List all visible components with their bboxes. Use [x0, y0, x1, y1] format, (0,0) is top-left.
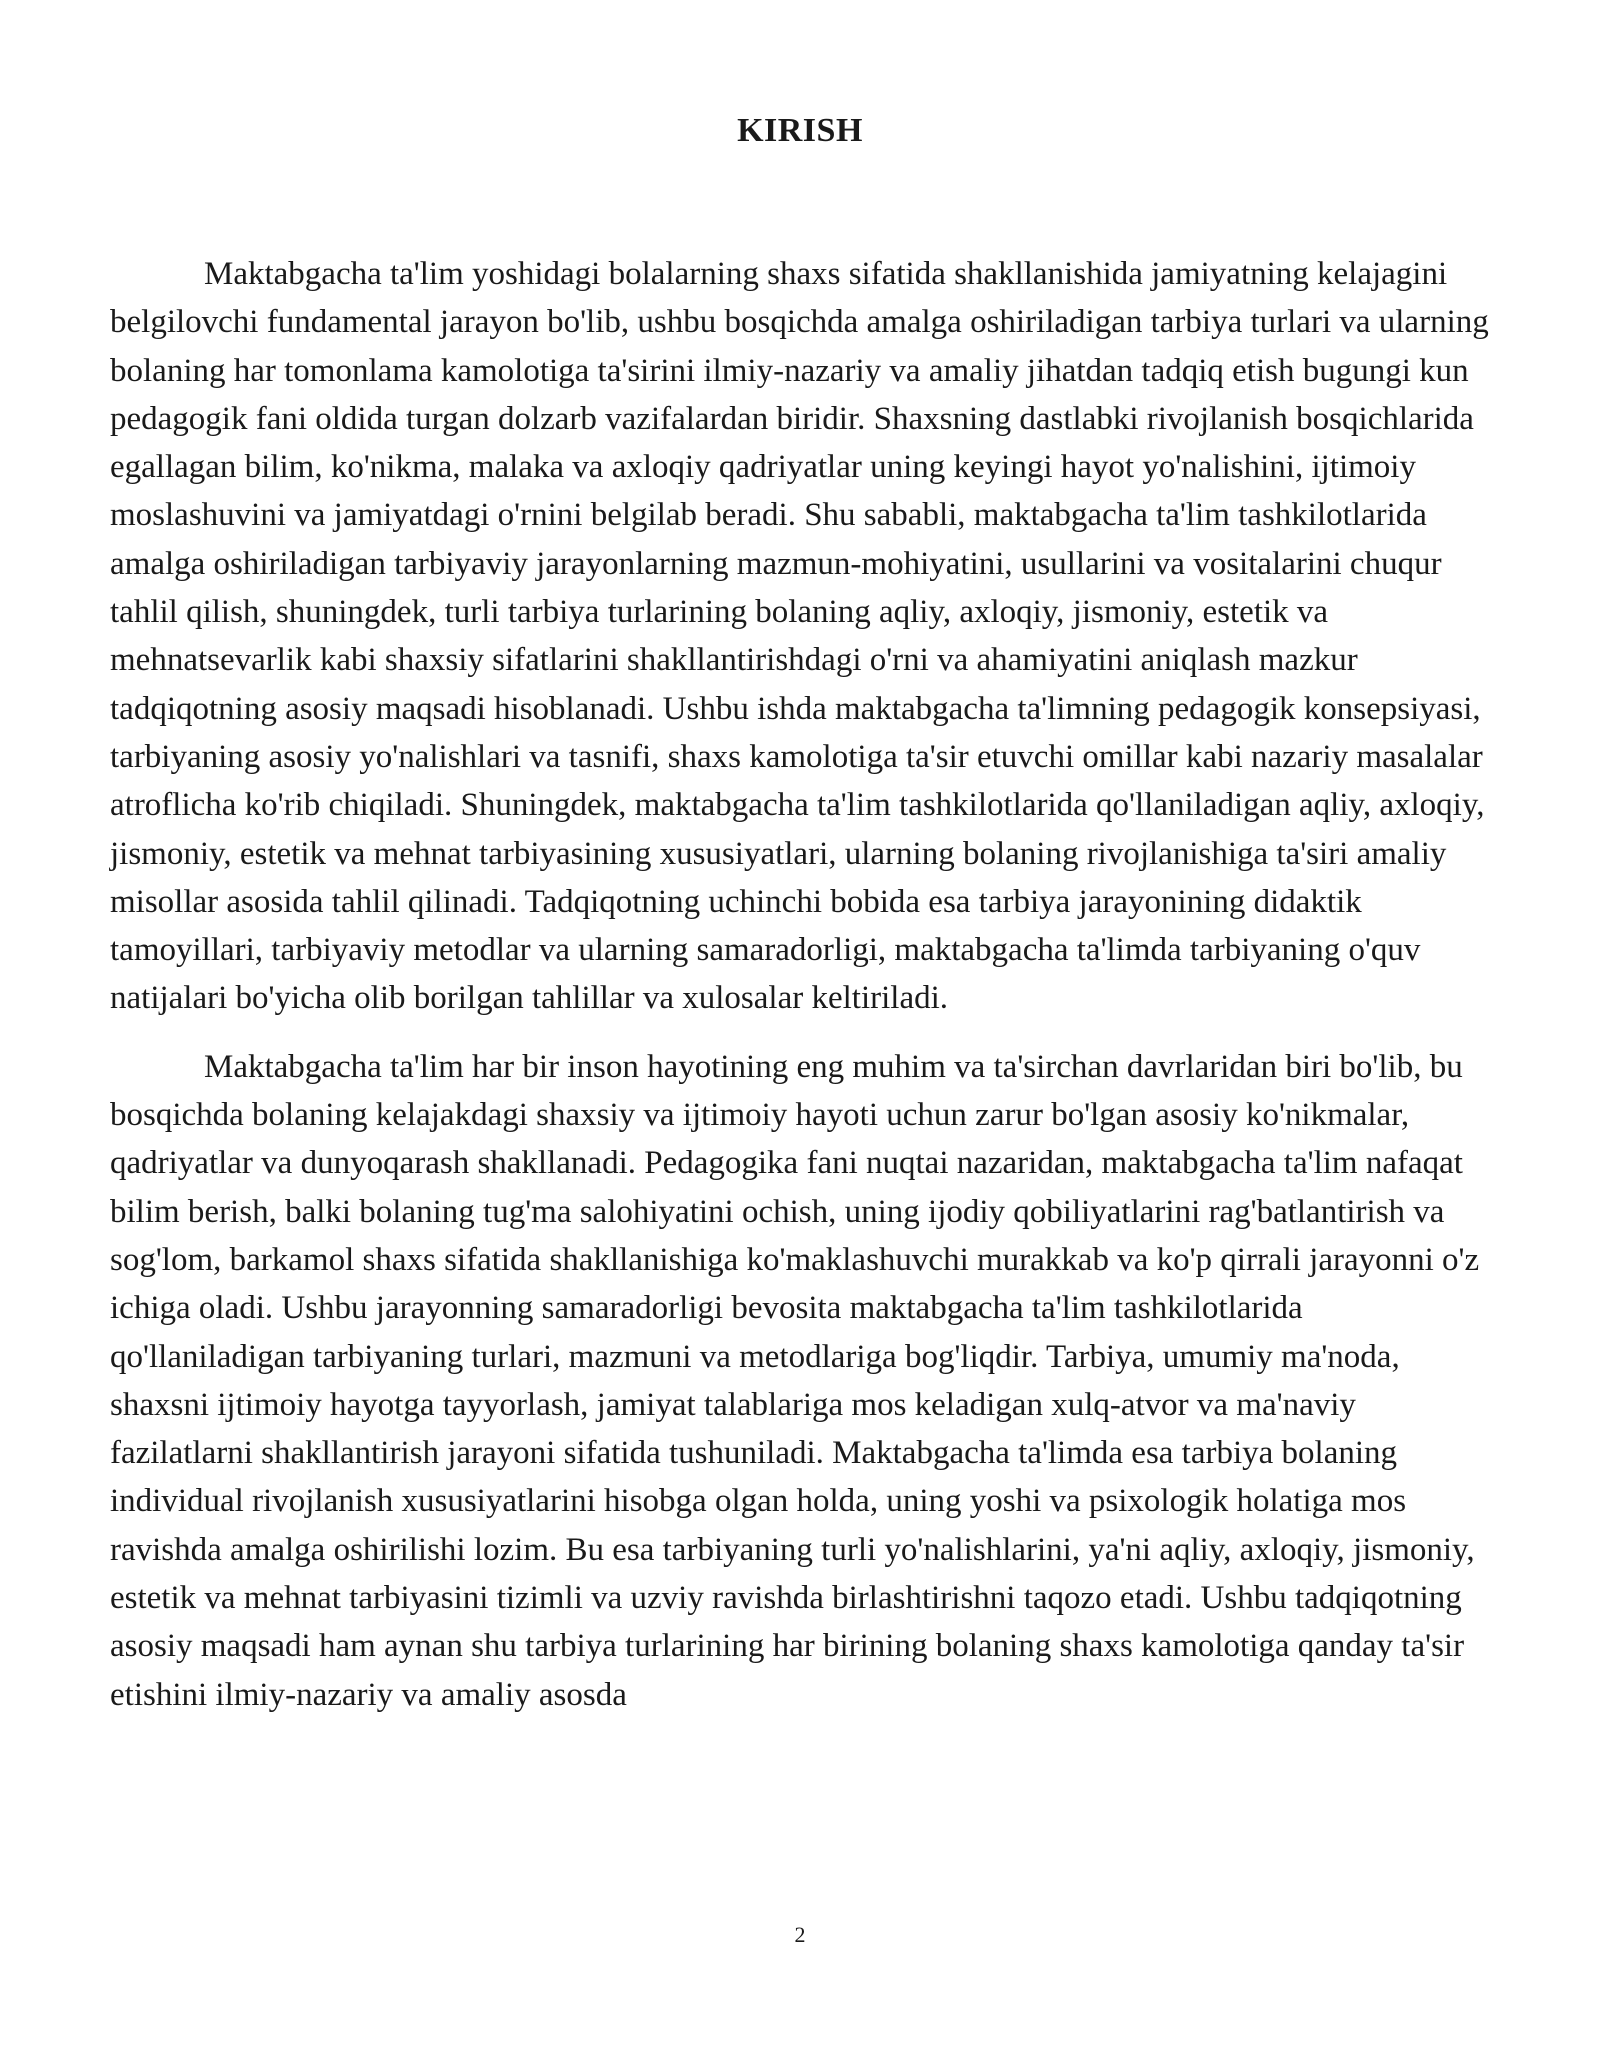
section-title: KIRISH — [737, 112, 863, 149]
paragraph-2: Maktabgacha ta'lim har bir inson hayotining eng muhim va ta'sirchan davrlaridan biri bo'lib, bu bosqichda bolaning kelajakdagi shaxsiy va ijtimoiy hayoti uchun zarur bo'lgan asosiy ko'nikmalar, qadriyatlar va dunyoqarash shakllanadi. Pedagogika fani nuqtai nazaridan, maktabgacha ta'lim nafaqat bilim berish, balki bolaning tug'ma salohiyatini ochish, uning ijodiy qobiliyatlarini rag'batlantirish va sog'lom, barkamol shaxs sifatida shakllanishiga ko'maklashuvchi murakkab va ko'p qirrali jarayonni o'z ichiga oladi. Ushbu jarayonning samaradorligi bevosita maktabgacha ta'lim tashkilotlarida qo'llaniladigan tarbiyaning turlari, mazmuni va metodlariga bog'liqdir. Tarbiya, umumiy ma'noda, shaxsni ijtimoiy hayotga tayyorlash, jamiyat talablariga mos keladigan xulq-atvor va ma'naviy fazilatlarni shakllantirish jarayoni sifatida tushuniladi. Maktabgacha ta'limda esa tarbiya bolaning individual rivojlanish xususiyatlarini hisobga olgan holda, uning yoshi va psixologik holatiga mos ravishda amalga oshirilishi lozim. Bu esa tarbiyaning turli yo'nalishlarini, ya'ni aqliy, axloqiy, jismoniy, estetik va mehnat tarbiyasini tizimli va uzviy ravishda birlashtirishni taqozo etadi. Ushbu tadqiqotning asosiy maqsadi ham aynan shu tarbiya turlarining har birining bolaning shaxs kamolotiga qanday ta'sir etishini ilmiy-nazariy va amaliy asosda — [110, 1048, 1480, 1713]
body-text — [110, 250, 1496, 1739]
page-number: 2 — [794, 1922, 806, 1947]
paragraph-1: Maktabgacha ta'lim yoshidagi bolalarning shaxs sifatida shakllanishida jamiyatning kelajagini belgilovchi fundamental jarayon bo'lib, ushbu bosqichda amalga oshiriladigan tarbiya turlari va ularning bolaning har tomonlama kamolotiga ta'sirini ilmiy-nazariy va amaliy jihatdan tadqiq etish bugungi kun pedagogik fani oldida turgan dolzarb vazifalardan biridir. Shaxsning dastlabki rivojlanish bosqichlarida egallagan bilim, ko'nikma, malaka va axloqiy qadriyatlar uning keyingi hayot yo'nalishini, ijtimoiy moslashuvini va jamiyatdagi o'rnini belgilab beradi. Shu sababli, maktabgacha ta'lim tashkilotlarida amalga oshiriladigan tarbiyaviy jarayonlarning mazmun-mohiyatini, usullarini va vositalarini chuqur tahlil qilish, shuningdek, turli tarbiya turlarining bolaning aqliy, axloqiy, jismoniy, estetik va mehnatsevarlik kabi shaxsiy sifatlarini shakllantirishdagi o'rni va ahamiyatini aniqlash mazkur tadqiqotning asosiy maqsadi hisoblanadi. Ushbu ishda maktabgacha ta'limning pedagogik konsepsiyasi, tarbiyaning asosiy yo'nalishlari va tasnifi, shaxs kamolotiga ta'sir etuvchi omillar kabi nazariy masalalar atroflicha ko'rib chiqiladi. Shuningdek, maktabgacha ta'lim tashkilotlarida qo'llaniladigan aqliy, axloqiy, jismoniy, estetik va mehnat tarbiyasining xususiyatlari, ularning bolaning rivojlanishiga ta'siri amaliy misollar asosida tahlil qilinadi. Tadqiqotning uchinchi bobida esa tarbiya jarayonining didaktik tamoyillari, tarbiyaviy metodlar va ularning samaradorligi, maktabgacha ta'limda tarbiyaning o'quv natijalari bo'yicha olib borilgan tahlillar va xulosalar keltiriladi. — [110, 256, 1489, 1017]
